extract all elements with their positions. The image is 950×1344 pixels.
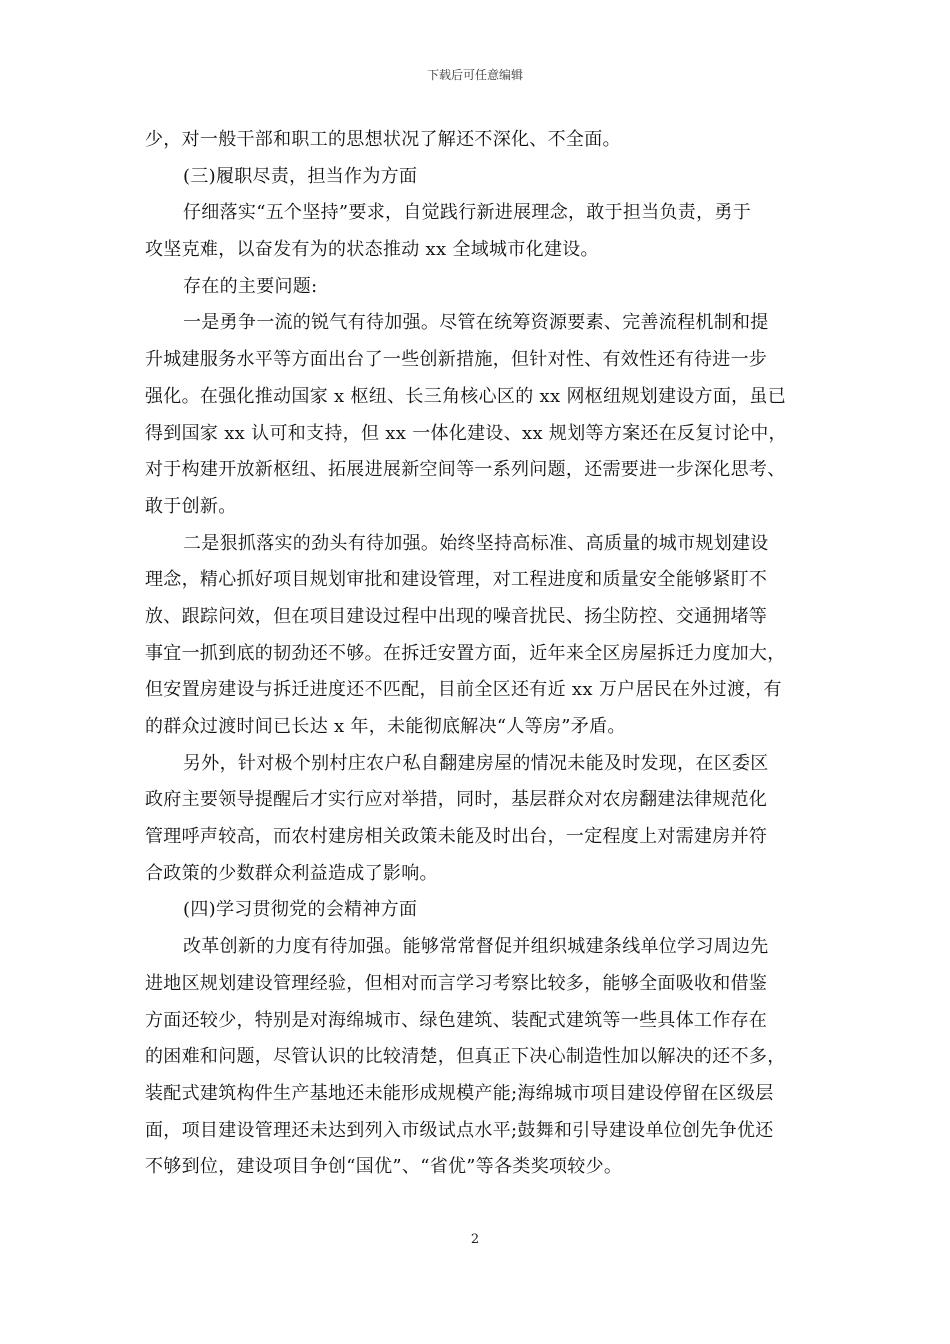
text-line: (三)履职尽责，担当作为方面 [183,165,418,187]
text-line: 另外，针对极个别村庄农户私自翻建房屋的情况未能及时发现，在区委区 [183,752,769,774]
text-line: 政府主要领导提醒后才实行应对举措，同时，基层群众对农房翻建法律规范化 [145,789,768,811]
text-line: 理念，精心抓好项目规划审批和建设管理，对工程进度和质量安全能够紧盯不 [145,569,768,591]
text-line: 但安置房建设与拆迁进度还不匹配，目前全区还有近 xx 万户居民在外过渡，有 [145,679,782,701]
text-line: 仔细落实“五个坚持”要求，自觉践行新进展理念，敢于担当负责，勇于 [183,202,752,224]
text-line: 少，对一般干部和职工的思想状况了解还不深化、不全面。 [145,129,621,150]
text-line: 存在的主要问题: [183,275,318,297]
text-line: 进地区规划建设管理经验，但相对而言学习考察比较多，能够全面吸收和借鉴 [145,972,768,994]
text-line: 升城建服务水平等方面出台了一些创新措施，但针对性、有效性还有待进一步 [145,349,768,371]
text-line: 强化。在强化推动国家 x 枢纽、长三角核心区的 xx 网枢纽规划建设方面，虽已 [145,385,787,407]
document-body [145,122,825,1186]
text-line: 方面还较少，特别是对海绵城市、绿色建筑、装配式建筑等一些具体工作存在 [145,1009,768,1031]
text-line: 面，项目建设管理还未达到列入市级试点水平;鼓舞和引导建设单位创先争优还 [145,1119,774,1141]
text-line: 不够到位，建设项目争创“国优”、“省优”等各类奖项较少。 [145,1156,623,1178]
page-header: 下载后可任意编辑 [426,68,523,82]
page-number: 2 [470,1232,480,1247]
text-line: 管理呼声较高，而农村建房相关政策未能及时出台，一定程度上对需建房并符 [145,826,768,848]
text-line: 攻坚克难，以奋发有为的状态推动 xx 全域城市化建设。 [145,239,599,261]
text-line: 敢于创新。 [145,495,237,517]
text-line: 的困难和问题，尽管认识的比较清楚，但真正下决心制造性加以解决的还不多， [145,1046,786,1068]
text-line: 放、跟踪问效，但在项目建设过程中出现的噪音扰民、扬尘防控、交通拥堵等 [145,605,768,627]
text-line: 改革创新的力度有待加强。能够常常督促并组织城建条线单位学习周边先 [183,936,769,958]
text-line: 二是狠抓落实的劲头有待加强。始终坚持高标准、高质量的城市规划建设 [183,532,769,554]
text-line: 一是勇争一流的锐气有待加强。尽管在统筹资源要素、完善流程机制和提 [183,312,769,334]
text-line: 合政策的少数群众利益造成了影响。 [145,862,438,884]
text-line: 事宜一抓到底的韧劲还不够。在拆迁安置方面，近年来全区房屋拆迁力度加大， [145,642,786,664]
text-line: 的群众过渡时间已长达 x 年，未能彻底解决“人等房”矛盾。 [145,716,626,737]
text-line: 对于构建开放新枢纽、拓展进展新空间等一系列问题，还需要进一步深化思考、 [145,459,786,481]
text-line: 得到国家 xx 认可和支持，但 xx 一体化建设、xx 规划等方案还在反复讨论中， [145,422,787,444]
text-line: 装配式建筑构件生产基地还未能形成规模产能;海绵城市项目建设停留在区级层 [145,1082,774,1104]
text-line: (四)学习贯彻党的会精神方面 [183,899,418,921]
